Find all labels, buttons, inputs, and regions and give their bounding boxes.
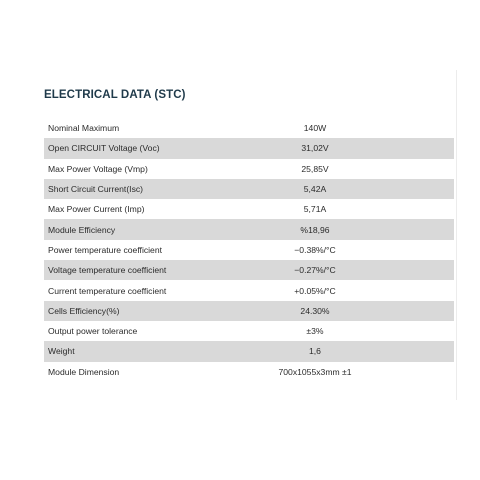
right-divider-line (456, 70, 457, 400)
section-title: ELECTRICAL DATA (STC) (44, 89, 186, 101)
table-row (44, 159, 454, 179)
row-value: 700x1055x3mm ±1 (278, 366, 352, 377)
row-label: Open CIRCUIT Voltage (Voc) (48, 143, 160, 154)
row-value: 140W (303, 123, 327, 134)
row-value: 1,6 (309, 346, 321, 357)
table-row (44, 321, 454, 341)
table-row (44, 260, 454, 280)
table-row (44, 341, 454, 361)
table-row (44, 219, 454, 239)
table-row (44, 118, 454, 138)
row-label: Max Power Voltage (Vmp) (48, 163, 148, 174)
row-value: −0.27%/°C (294, 265, 336, 276)
table-row (44, 138, 454, 158)
table-row (44, 240, 454, 260)
row-label: Module Dimension (48, 366, 120, 377)
row-label: Voltage temperature coefficient (48, 265, 167, 276)
row-label: Short Circuit Current(Isc) (48, 184, 144, 195)
row-value: +0.05%/°C (294, 285, 336, 296)
row-label: Module Efficiency (48, 224, 116, 235)
row-value: 25,85V (301, 163, 329, 174)
row-value: 31,02V (301, 143, 329, 154)
row-value: 24.30% (300, 305, 330, 316)
table-row (44, 280, 454, 300)
row-label: Current temperature coefficient (48, 285, 167, 296)
row-value: 5,42A (303, 184, 327, 195)
table-row (44, 199, 454, 219)
table-row (44, 179, 454, 199)
row-label: Nominal Maximum (48, 123, 120, 134)
row-value: ±3% (306, 326, 324, 337)
row-label: Weight (48, 346, 75, 357)
electrical-data-table (44, 118, 454, 382)
row-label: Output power tolerance (48, 326, 138, 337)
table-row (44, 362, 454, 382)
row-value: %18,96 (300, 224, 330, 235)
row-label: Power temperature coefficient (48, 244, 163, 255)
row-label: Cells Efficiency(%) (48, 305, 120, 316)
row-value: −0.38%/°C (294, 244, 336, 255)
table-row (44, 301, 454, 321)
row-label: Max Power Current (Imp) (48, 204, 145, 215)
row-value: 5,71A (303, 204, 327, 215)
